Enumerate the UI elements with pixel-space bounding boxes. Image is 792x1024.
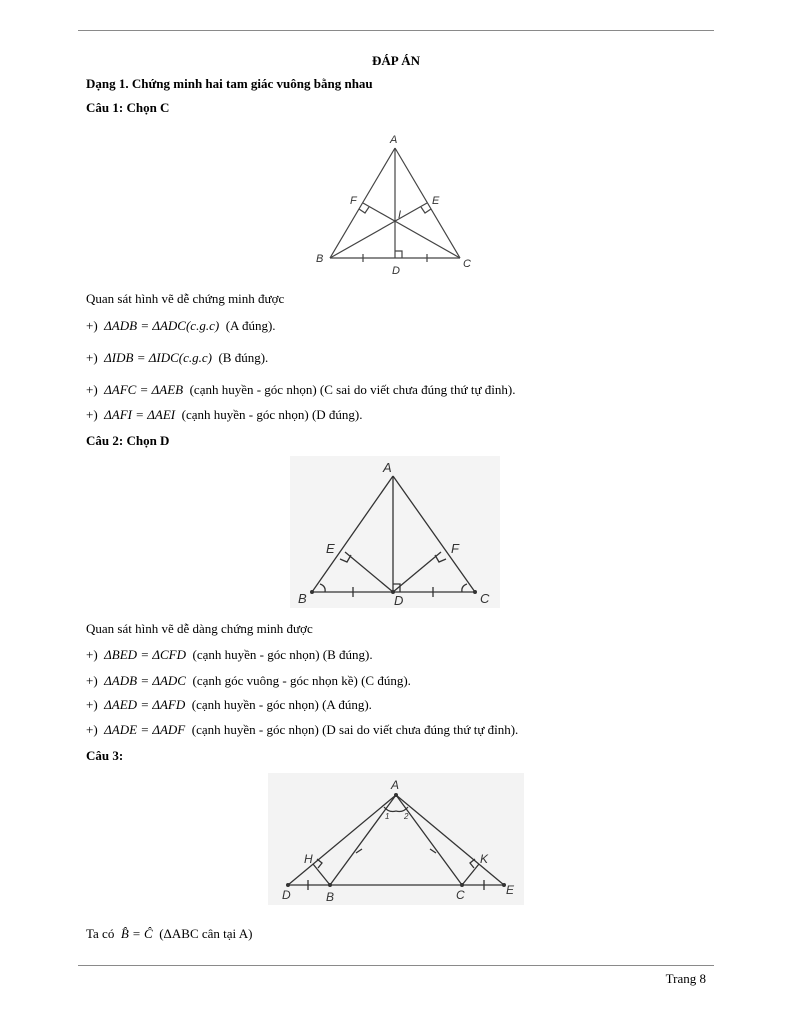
q3-label-b: B (326, 890, 335, 904)
q3-label-k: K (480, 852, 489, 866)
q1-item-4: +) ΔAFI = ΔAEI (cạnh huyền - góc nhọn) (D đúng). (86, 407, 363, 422)
q2-label-d: D (394, 593, 404, 608)
q2-label-b: B (298, 591, 307, 606)
header-rule (78, 30, 714, 31)
q3-line: Ta có B̂ = Ĉ (ΔABC cân tại A) (86, 926, 253, 941)
q1-item-3: +) ΔAFC = ΔAEB (cạnh huyền - góc nhọn) (C sai do viết chưa đúng thứ tự đỉnh). (86, 382, 516, 397)
q3-label-1: 1 (385, 812, 390, 821)
q2-label-c: C (480, 591, 490, 606)
q1-label-b: B (316, 253, 324, 265)
q1-item-2: +) ΔIDB = ΔIDC(c.g.c) (B đúng). (86, 350, 269, 365)
page-title: ĐÁP ÁN (371, 53, 421, 68)
footer-rule (78, 965, 714, 966)
section-title: Dạng 1. Chứng minh hai tam giác vuông bằng nhau (86, 76, 373, 91)
q3-label-h: H (304, 852, 313, 866)
q2-item-4: +) ΔADE = ΔADF (cạnh huyền - góc nhọn) (D sai do viết chưa đúng thứ tự đỉnh). (86, 722, 519, 737)
q2-label-e: E (326, 541, 335, 556)
q2-label-f: F (451, 541, 459, 556)
q1-label-c: C (463, 258, 471, 270)
q3-label-d: D (282, 888, 291, 902)
q1-label-a: A (390, 134, 398, 146)
q3-label-a: A (391, 778, 400, 792)
q1-figure (310, 130, 480, 278)
q1-label-e: E (432, 195, 440, 207)
q1-label-f: F (350, 195, 357, 207)
q2-item-2: +) ΔADB = ΔADC (cạnh góc vuông - góc nhọn kề) (C đúng). (86, 673, 411, 688)
q2-item-3: +) ΔAED = ΔAFD (cạnh huyền - góc nhọn) (A đúng). (86, 697, 372, 712)
q2-heading: Câu 2: Chọn D (86, 433, 170, 448)
q3-heading: Câu 3: (86, 748, 124, 763)
q1-label-d: D (392, 265, 400, 277)
q3-label-c: C (456, 888, 465, 902)
q2-intro: Quan sát hình vẽ dễ dàng chứng minh được (86, 621, 313, 636)
q2-label-a: A (383, 460, 392, 475)
q3-figure (268, 773, 524, 905)
q2-item-1: +) ΔBED = ΔCFD (cạnh huyền - góc nhọn) (B đúng). (86, 647, 373, 662)
q1-intro: Quan sát hình vẽ dễ chứng minh được (86, 291, 285, 306)
q2-figure (290, 456, 500, 608)
page-number: Trang 8 (665, 971, 706, 986)
q1-label-i: I (398, 209, 402, 221)
q1-item-1: +) ΔADB = ΔADC(c.g.c) (A đúng). (86, 318, 276, 333)
q3-label-e: E (506, 883, 515, 897)
q1-heading: Câu 1: Chọn C (86, 100, 170, 115)
q3-label-2: 2 (404, 812, 409, 821)
